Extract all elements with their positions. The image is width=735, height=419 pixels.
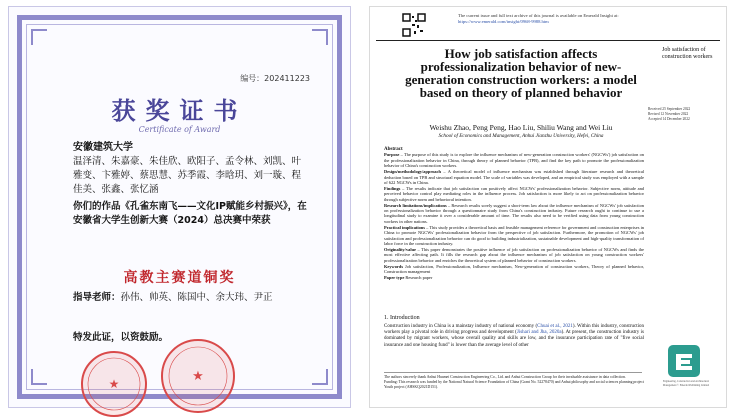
citation-link[interactable]: Chuai et al., 2021 — [537, 324, 573, 329]
notice-text: The current issue and full text archive of this journal is available on Emerald Insight at: — [458, 13, 619, 18]
svg-text:★: ★ — [108, 377, 120, 391]
introduction-text: Construction industry in China is a mainstay industry of national economy (Chuai et al., 2021). Within this industry, construction workers play a pivotal role in driving progress and development (Jishari and Jha, 2020a). At present, the construction industry is dominated by migrant workers, whose overall quality and skills are low, and the insurance participation rate of "five social insurance and one housing fund" is lower than the average level of other — [384, 324, 645, 348]
abstract-purpose: Purpose – The purpose of this study is to explore the influence mechanism of new-generation construction workers' (NGCWs') job satisfaction on the professionalization behavior in China, through theory of planned behavior (TPB), and find the key path to promote the professionalization behavior of China's construction workers. — [384, 152, 644, 169]
corner-ornament — [312, 29, 328, 45]
journal-logo-icon — [668, 345, 700, 377]
footnote-divider — [384, 372, 642, 373]
paper-title: How job satisfaction affects professionalization behavior of new-generation construction workers: a model based on theory of planned behavior — [405, 46, 637, 100]
svg-text:★: ★ — [192, 369, 204, 384]
certificate-body — [73, 141, 310, 228]
advisor-label: 指导老师： — [73, 292, 121, 303]
submission-dates — [648, 107, 718, 122]
certificate-title: 获奖证书 — [111, 96, 248, 125]
certificate-subtitle: Certificate of Award — [138, 125, 221, 134]
advisors — [73, 291, 320, 305]
keywords: Keywords Job satisfaction, Professionalization, Influence mechanism, New-generation of construction workers, Theory of planned behavior, Construction management — [384, 263, 644, 274]
date-revised: Revised 12 November 2022 — [648, 112, 689, 116]
date-received: Received 25 September 2022 — [648, 107, 691, 111]
award-description: 你们的作品《孔雀东南飞——文化IP赋能乡村振兴》，在安徽省大学生创新大赛（2024）总决赛中荣获 — [73, 201, 307, 226]
affiliation: School of Economics and Management, Anhui Jianzhu University, Hefei, China — [438, 133, 604, 139]
abstract-design: Design/methodology/approach – A theoretical model of influence mechanism was established through literature research and theoretical deduction based on TPB and structural equation model. The scale of variables was developed, and an empirical study was employed with a sample of 622 NGCWs in China. — [384, 169, 644, 185]
abstract-heading: Abstract — [384, 147, 403, 152]
abstract-practical: Practical implications – This study provides a theoretical basis and feasible management reference for government and construction enterprises in China to promote NGCWs' professionalization behavior from the perspective of job satisfaction. Furthermore, the promotion of NGCWs' job satisfaction and professionalization behavior can do good to building industrialization, sustainable development and high-quality transformation of labor force in the construction industry. — [384, 224, 644, 246]
university-name: 安徽建筑大学 — [73, 142, 133, 153]
abstract-originality: Originality/value – This paper demonstrates the positive influence of job satisfaction on professionalization behavior of NGCWs and finds the most effective affecting path. It fills the research gap about the influence mechanism of job satisfaction on young construction workers' professionalization behavior and enriches the theoretical system of planned behavior of construction workers. — [384, 246, 644, 263]
journal-link[interactable]: https://www.emerald.com/insight/0968-9988.htm — [458, 19, 549, 24]
official-seal-1 — [79, 349, 149, 419]
award-name: 高教主赛道铜奖 — [123, 270, 236, 286]
author-list: Weishu Zhao, Peng Peng, Hao Liu, Shiliu Wang and Wei Liu — [429, 123, 613, 132]
journal-article-page — [369, 6, 727, 408]
abstract-findings: Findings – The results indicate that job satisfaction can positively affect NGCWs' professionalization behavior. Subjective norm, attitude and perceived behavior control play mediating roles in the influence process. Job satisfaction is more likely to act on professionalization behavior through subjective norm and behavioral intention. — [384, 185, 644, 202]
paper-type: Paper type Research paper — [384, 274, 433, 280]
award-certificate — [8, 6, 351, 408]
date-accepted: Accepted 14 December 2022 — [648, 117, 690, 121]
certificate-closing: 特发此证，以资鼓励。 — [73, 332, 169, 343]
funding-note: Funding: This research was funded by the National Natural Science Foundation of China (Grant No. 52278470) and Anhui philosophy and social sciences planning project Youth project (AHSKQ2021D151). — [384, 380, 644, 389]
footnotes — [384, 375, 644, 390]
citation-link[interactable]: Jishari and Jha, 2020a — [516, 330, 562, 336]
team-members: 温泽清、朱嘉豪、朱佳欣、欧阳子、孟令林、刘凯、叶雅变、卞雅婷、蔡思慧、苏季霞、李晗玥、刘一璇、程佳美、张鑫、张忆涵 — [73, 156, 302, 195]
corner-ornament — [31, 369, 47, 385]
certificate-number: 编号：202411223 — [240, 74, 310, 83]
running-head: Job satisfaction of construction workers — [662, 47, 713, 60]
official-seal-2 — [159, 337, 237, 415]
header-divider — [376, 40, 720, 41]
acknowledgement: The authors sincerely thank Anhui Huamei Construction Engineering Co., Ltd. and Anhui Construction Group for their invaluable assistance in data collection. — [384, 375, 626, 379]
corner-ornament — [312, 369, 328, 385]
journal-notice — [458, 13, 619, 25]
abstract-limitations: Research limitations/implications – Research results sorely suggest a short-term law about the influence mechanism of NGCWs' job satisfaction on professionalization behavior through a questionnaire study from China's construction industry. Future research ought to continue to use a longitudinal study to examine it over a considerable amount of time. The results also need to be verified using data from young construction workers in other nations. — [384, 202, 645, 224]
corner-ornament — [31, 29, 47, 45]
advisor-names: 孙伟、帅英、陈国中、余大玮、尹正 — [120, 292, 273, 303]
abstract — [384, 147, 644, 281]
qr-code-icon — [402, 13, 426, 37]
section-heading: 1. Introduction — [384, 315, 420, 321]
publisher-note: Engineering, Construction and Architectural Management © Emerald Publishing Limited — [662, 380, 710, 387]
